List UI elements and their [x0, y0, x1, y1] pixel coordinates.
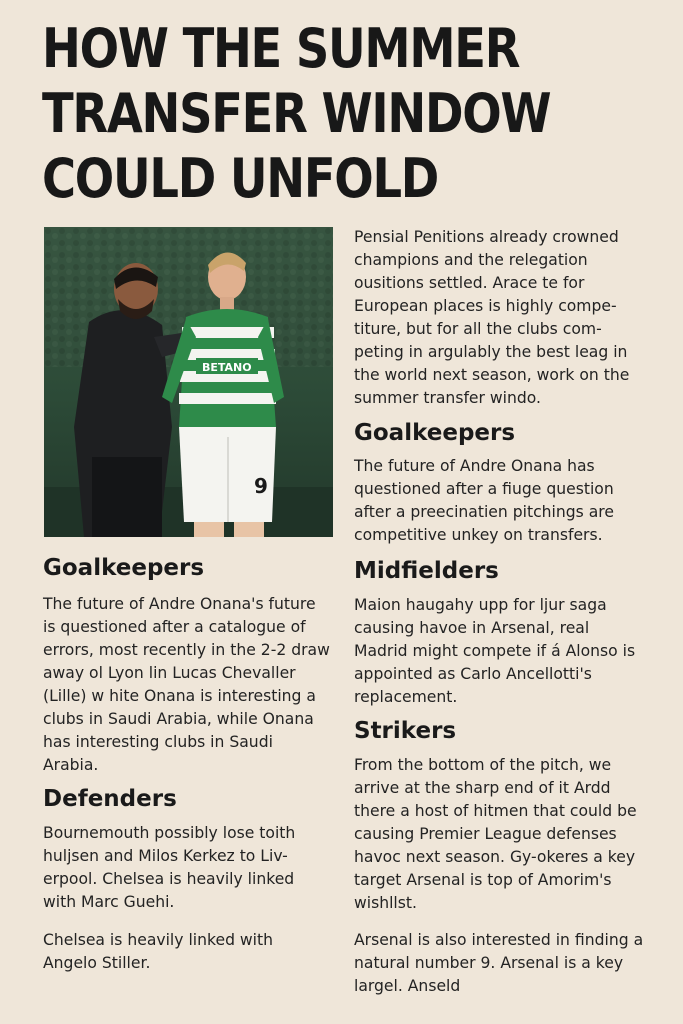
intro-text: Pensial Penitions already crowned champions and the relegation ousitions settled. Arace te for European places is highly compe-titure, but for all the clubs com-peting in argulably the best leag in the world next season, work on the summer transfer windo.	[354, 228, 630, 407]
headline-line-3: COULD UNFOLD	[42, 147, 439, 210]
goalkeepers-text-left: The future of Andre Onana's future is questioned after a catalogue of errors, most recently in the 2-2 draw away ol Lyon lin Lucas Chevaller (Lille) w hite Onana is interesting a clubs in Saudi Arabia, while Onana has interesting clubs in Saudi Arabia.	[43, 595, 330, 774]
defenders-text-2: Chelsea is heavily linked with Angelo Stiller.	[43, 931, 274, 972]
midfielders-text: Maion haugahy upp for ljur saga causing havoe in Arsenal, real Madrid might compete if á Alonso is appointed as Carlo Ancellotti's replacement.	[354, 596, 636, 706]
headline-line-2: TRANSFER WINDOW	[42, 82, 551, 145]
strikers-heading: Strikers	[354, 718, 457, 744]
shorts-number: 9	[254, 474, 268, 498]
midfielders-heading: Midfielders	[354, 558, 499, 584]
goalkeepers-heading-left: Goalkeepers	[43, 555, 205, 581]
goalkeepers-text-right: The future of Andre Onana has questioned after a fiuge question after a preecinatien pitchings are competitive unkey on transfers.	[354, 457, 614, 544]
strikers-text: From the bottom of the pitch, we arrive at the sharp end of it Ardd there a host of hitmen that could be causing Premier League defenses havoc next season. Gy-okeres a key target Arsenal is top of Amorim's wishllst.	[354, 756, 637, 912]
strikers-text-2: Arsenal is also interested in finding a natural number 9. Arsenal is a key largel. Anseld	[354, 931, 644, 995]
article-photo	[44, 227, 333, 537]
defenders-text: Bournemouth possibly lose toith huljsen and Milos Kerkez to Liv-erpool. Chelsea is heavily linked with Marc Guehi.	[43, 824, 296, 911]
shirt-sponsor: BETANO	[202, 361, 252, 374]
defenders-heading: Defenders	[43, 786, 177, 812]
headline	[42, 16, 575, 211]
goalkeepers-heading-right: Goalkeepers	[354, 420, 516, 446]
headline-line-1: HOW THE SUMMER	[42, 17, 520, 80]
article-photo-illustration	[44, 227, 333, 537]
